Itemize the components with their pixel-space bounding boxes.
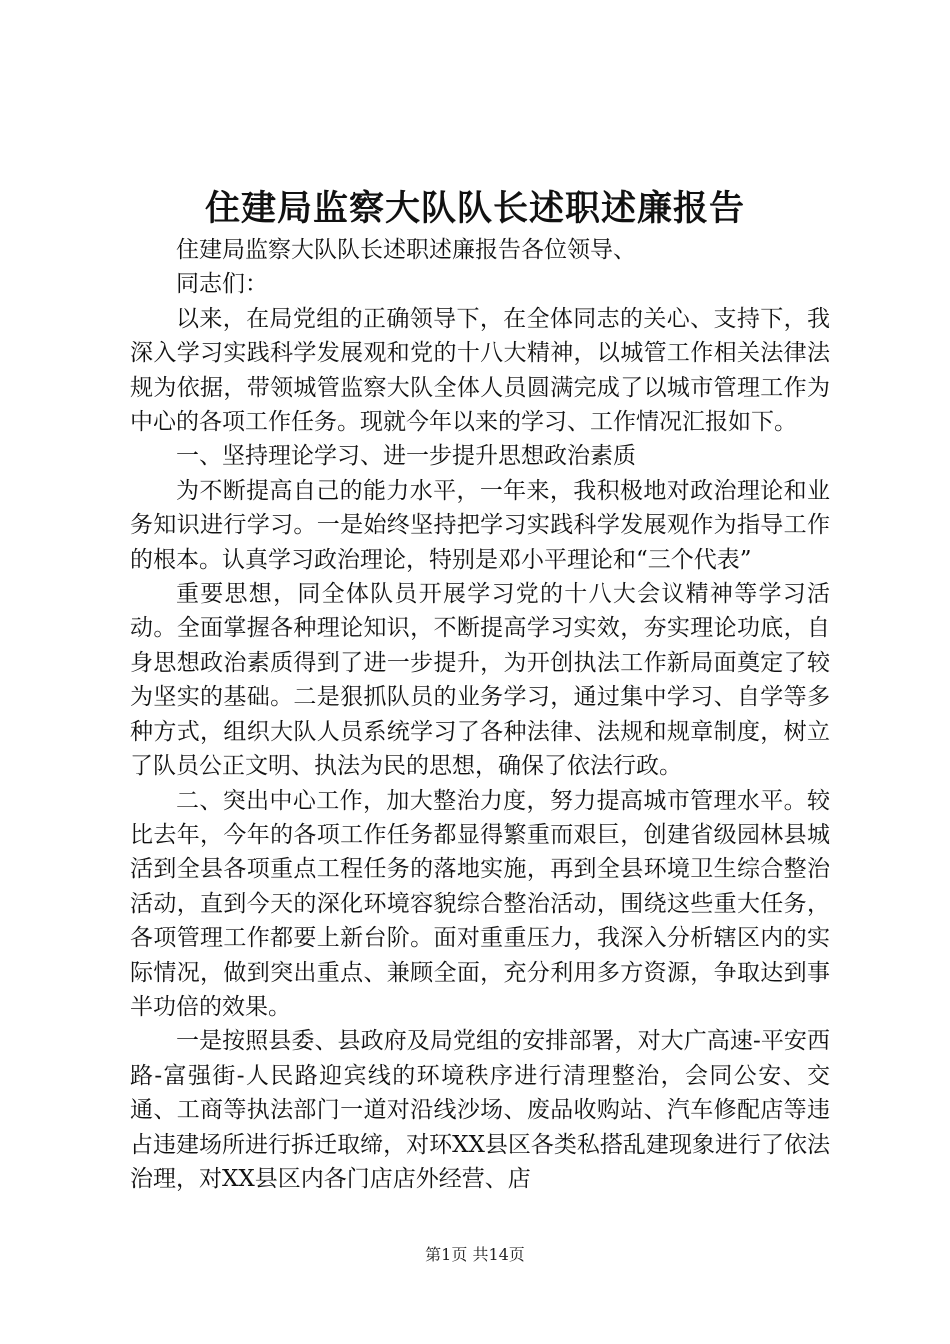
paragraph-introduction: 以来，在局党组的正确领导下，在全体同志的关心、支持下，我深入学习实践科学发展观和党的十八大精神，以城管工作相关法律法规为依据，带领城管监察大队全体人员圆满完成了以城市管理工作为中心的各项工作任务。现就今年以来的学习、工作情况汇报如下。 xyxy=(130,305,830,436)
paragraph-theory-study: 为不断提高自己的能力水平，一年来，我积极地对政治理论和业务知识进行学习。一是始终坚持把学习实践科学发展观作为指导工作的根本。认真学习政治理论，特别是邓小平理论和“三个代表” xyxy=(130,477,830,573)
document-title: 住建局监察大队队长述职述廉报告 xyxy=(204,188,745,229)
section-heading-two: 二、突出中心工作，加大整治力度，努力提高城市管理水平。较比去年，今年的各项工作任务都显得繁重而艰巨，创建省级园林县城活到全县各项重点工程任务的落地实施，再到全县环境卫生综合整治活动，直到今天的深化环境容貌综合整治活动，围绕这些重大任务，各项管理工作都要上新台阶。面对重重压力，我深入分析辖区内的实际情况，做到突出重点、兼顾全面，充分利用多方资源，争取达到事半功倍的效果。 xyxy=(130,787,830,1020)
paragraph-theory-study-continued: 重要思想，同全体队员开展学习党的十八大会议精神等学习活动。全面掌握各种理论知识，不断提高学习实效，夯实理论功底，自身思想政治素质得到了进一步提升，为开创执法工作新局面奠定了较为坚实的基础。二是狠抓队员的业务学习，通过集中学习、自学等多种方式，组织大队人员系统学习了各种法律、法规和规章制度，树立了队员公正文明、执法为民的思想，确保了依法行政。 xyxy=(130,581,830,780)
paragraph-salutation-continued: 同志们： xyxy=(176,271,268,298)
document-body xyxy=(130,233,830,1196)
page-number-footer: 第1页 共14页 xyxy=(425,1245,525,1264)
paragraph-rectification: 一是按照县委、县政府及局党组的安排部署，对大广高速-平安西路-富强街-人民路迎宾线的环境秩序进行清理整治，会同公安、交通、工商等执法部门一道对沿线沙场、废品收购站、汽车修配店等违占违建场所进行拆迁取缔，对环XX县区各类私搭乱建现象进行了依法治理，对XX县区内各门店店外经营、店 xyxy=(130,1028,830,1192)
section-heading-one: 一、坚持理论学习、进一步提升思想政治素质 xyxy=(176,443,636,470)
paragraph-salutation: 住建局监察大队队长述职述廉报告各位领导、 xyxy=(176,237,636,263)
